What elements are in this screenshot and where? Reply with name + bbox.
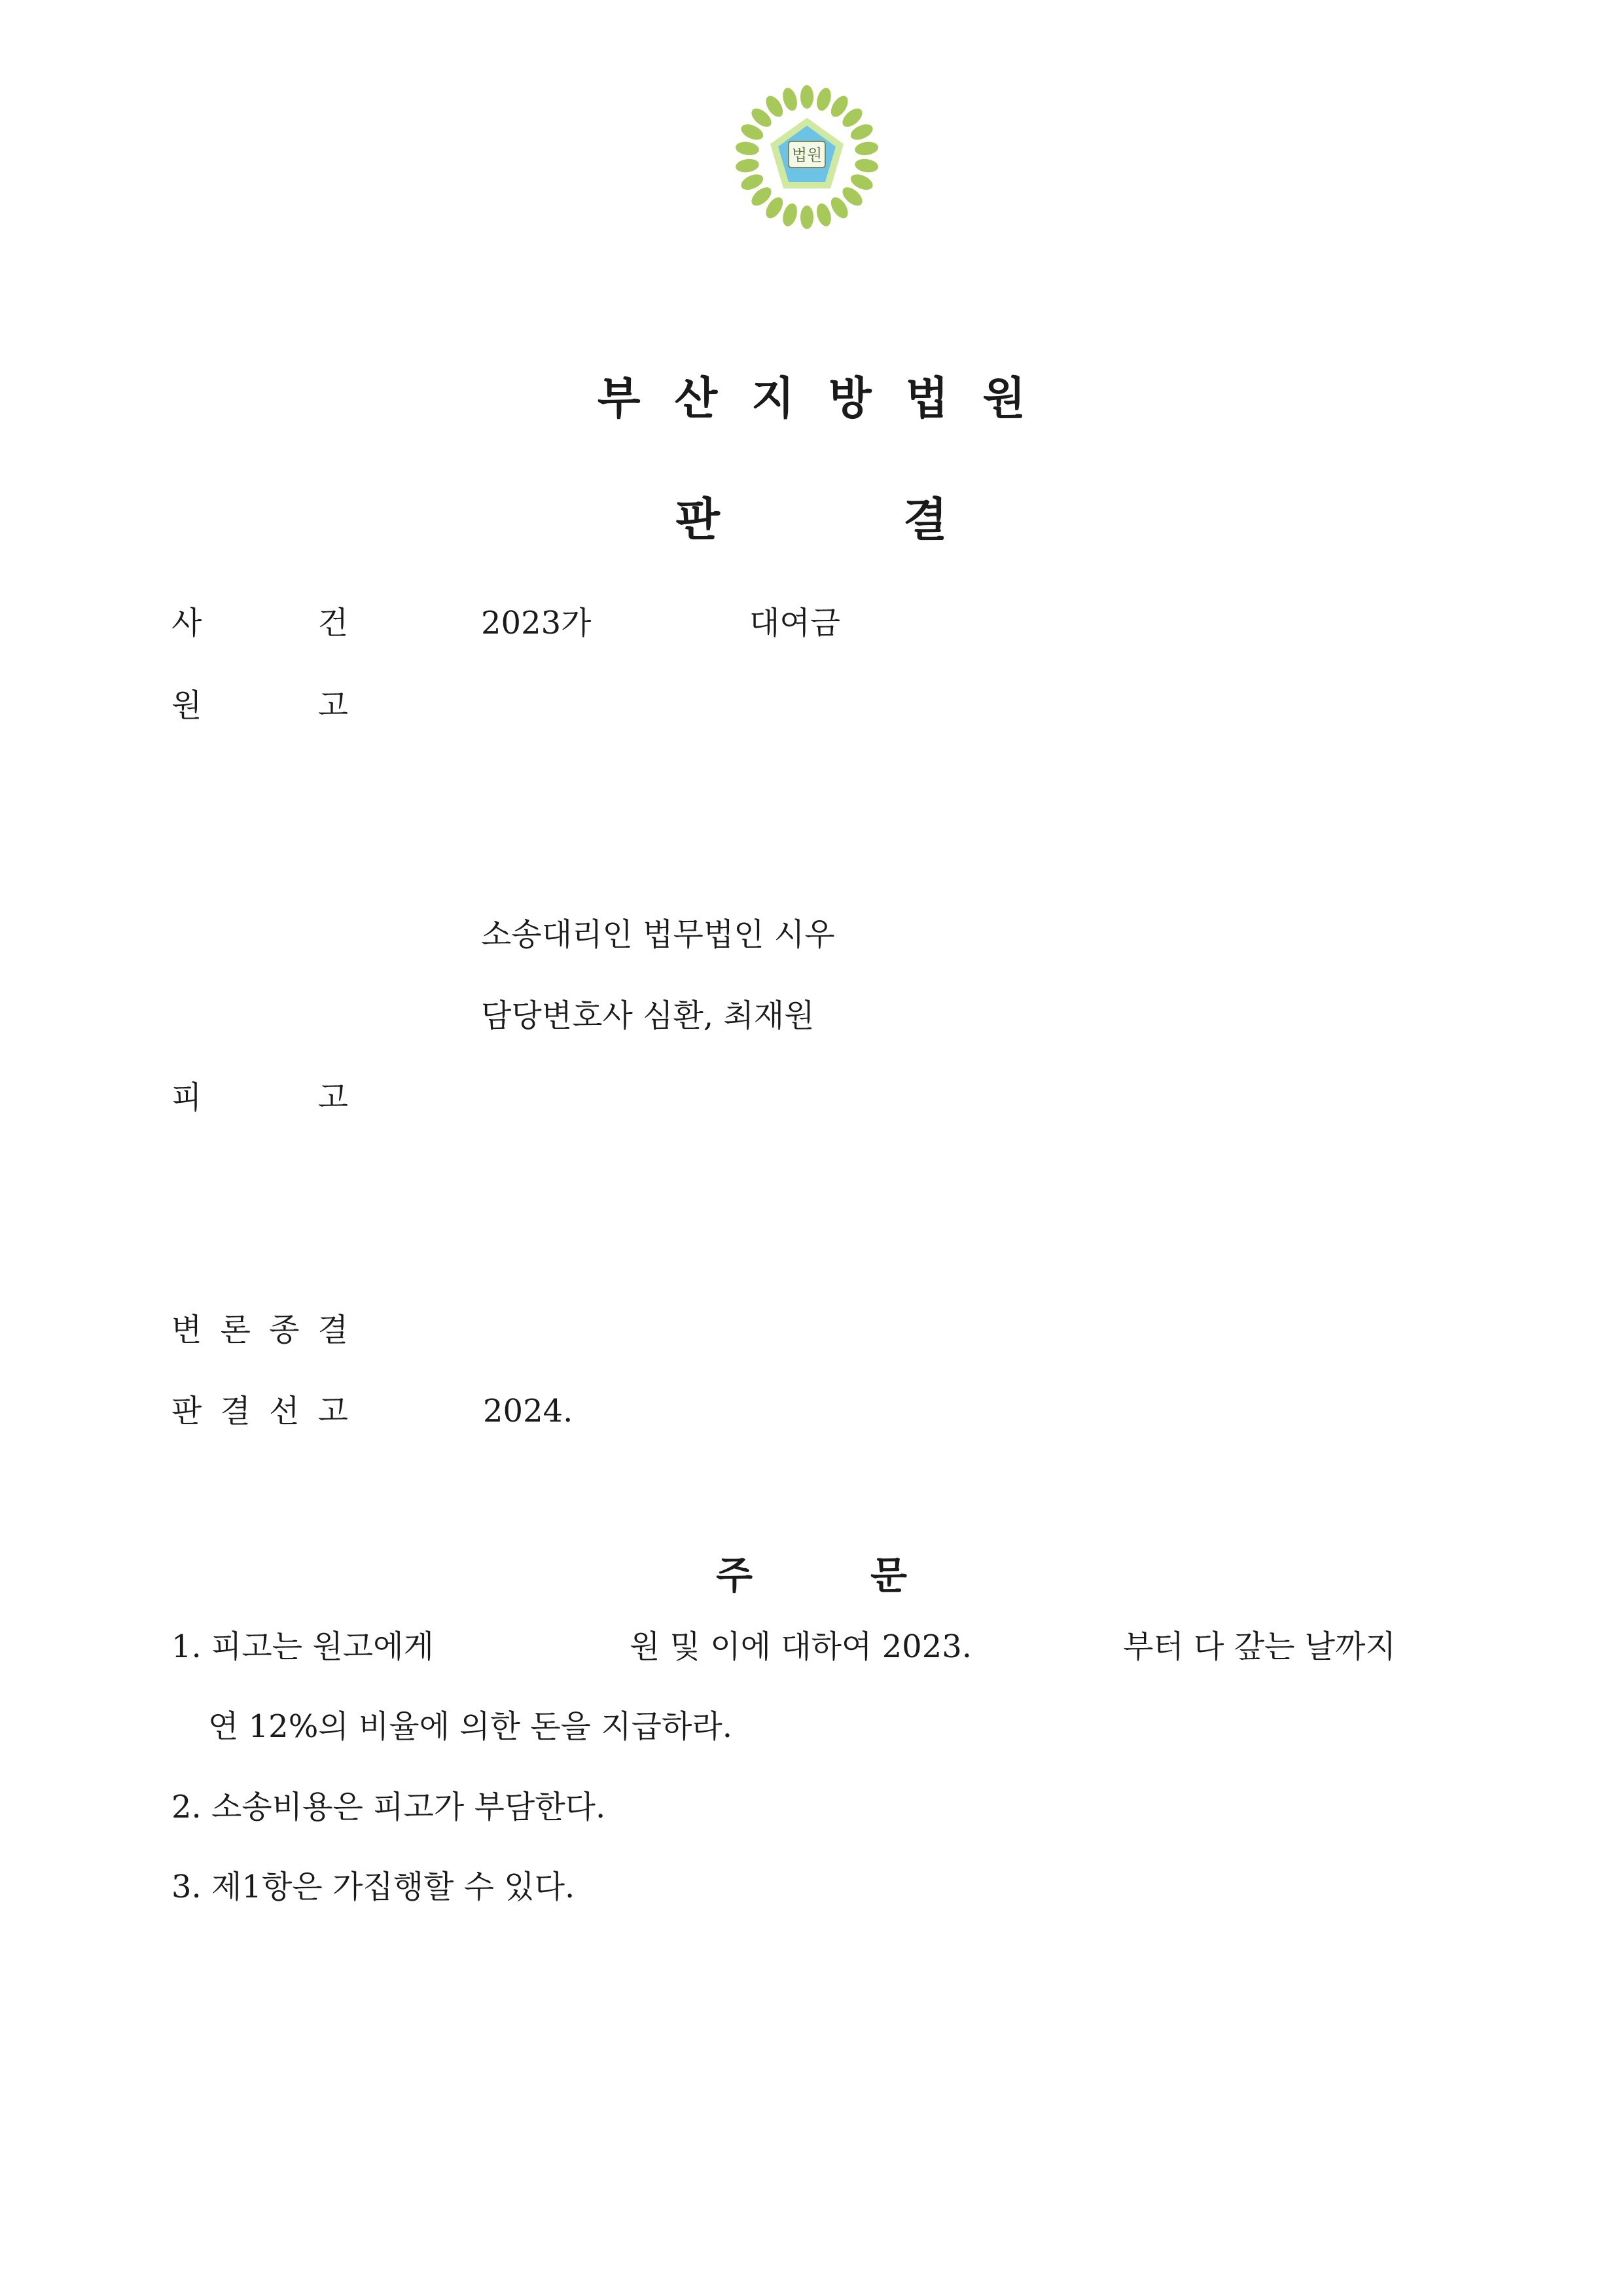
case-label: 사 건	[171, 605, 348, 641]
emblem-petal	[854, 158, 879, 174]
court-name: 부산지방법원	[597, 373, 1060, 425]
defendant-label: 피 고	[171, 1079, 348, 1116]
order-item-1-part-a: 1. 피고는 원고에게	[171, 1628, 434, 1665]
case-number: 2023가	[481, 605, 592, 641]
plaintiff-label: 원 고	[171, 687, 348, 724]
emblem-petal	[780, 86, 799, 113]
emblem-petal	[854, 140, 879, 156]
attorney-line: 소송대리인 법무법인 시우	[481, 916, 835, 953]
emblem-petal	[735, 158, 760, 174]
sentence-label: 판 결 선 고	[171, 1393, 348, 1429]
emblem-petal	[814, 86, 833, 113]
emblem-petal	[780, 202, 799, 228]
closing-label: 변 론 종 결	[171, 1312, 348, 1348]
court-emblem-icon	[728, 84, 885, 236]
emblem-petal	[735, 140, 760, 156]
order-item-2: 2. 소송비용은 피고가 부담한다.	[171, 1789, 606, 1825]
document-title: 판결	[675, 493, 1131, 547]
emblem-petal	[800, 206, 813, 229]
order-item-1-part-d: 연 12%의 비율에 의한 돈을 지급하라.	[208, 1708, 733, 1745]
sentence-date: 2024.	[483, 1393, 573, 1429]
order-title: 주문	[715, 1553, 1026, 1598]
emblem-petal	[800, 85, 813, 109]
emblem-petal	[814, 202, 833, 228]
lawyers-line: 담당변호사 심환, 최재원	[481, 997, 815, 1034]
case-name: 대여금	[749, 605, 841, 641]
emblem-text: 법원	[791, 146, 823, 164]
order-item-1-part-b: 원 및 이에 대하여 2023.	[630, 1628, 972, 1665]
order-item-3: 3. 제1항은 가집행할 수 있다.	[171, 1869, 575, 1905]
order-item-1-part-c: 부터 다 갚는 날까지	[1123, 1628, 1396, 1665]
